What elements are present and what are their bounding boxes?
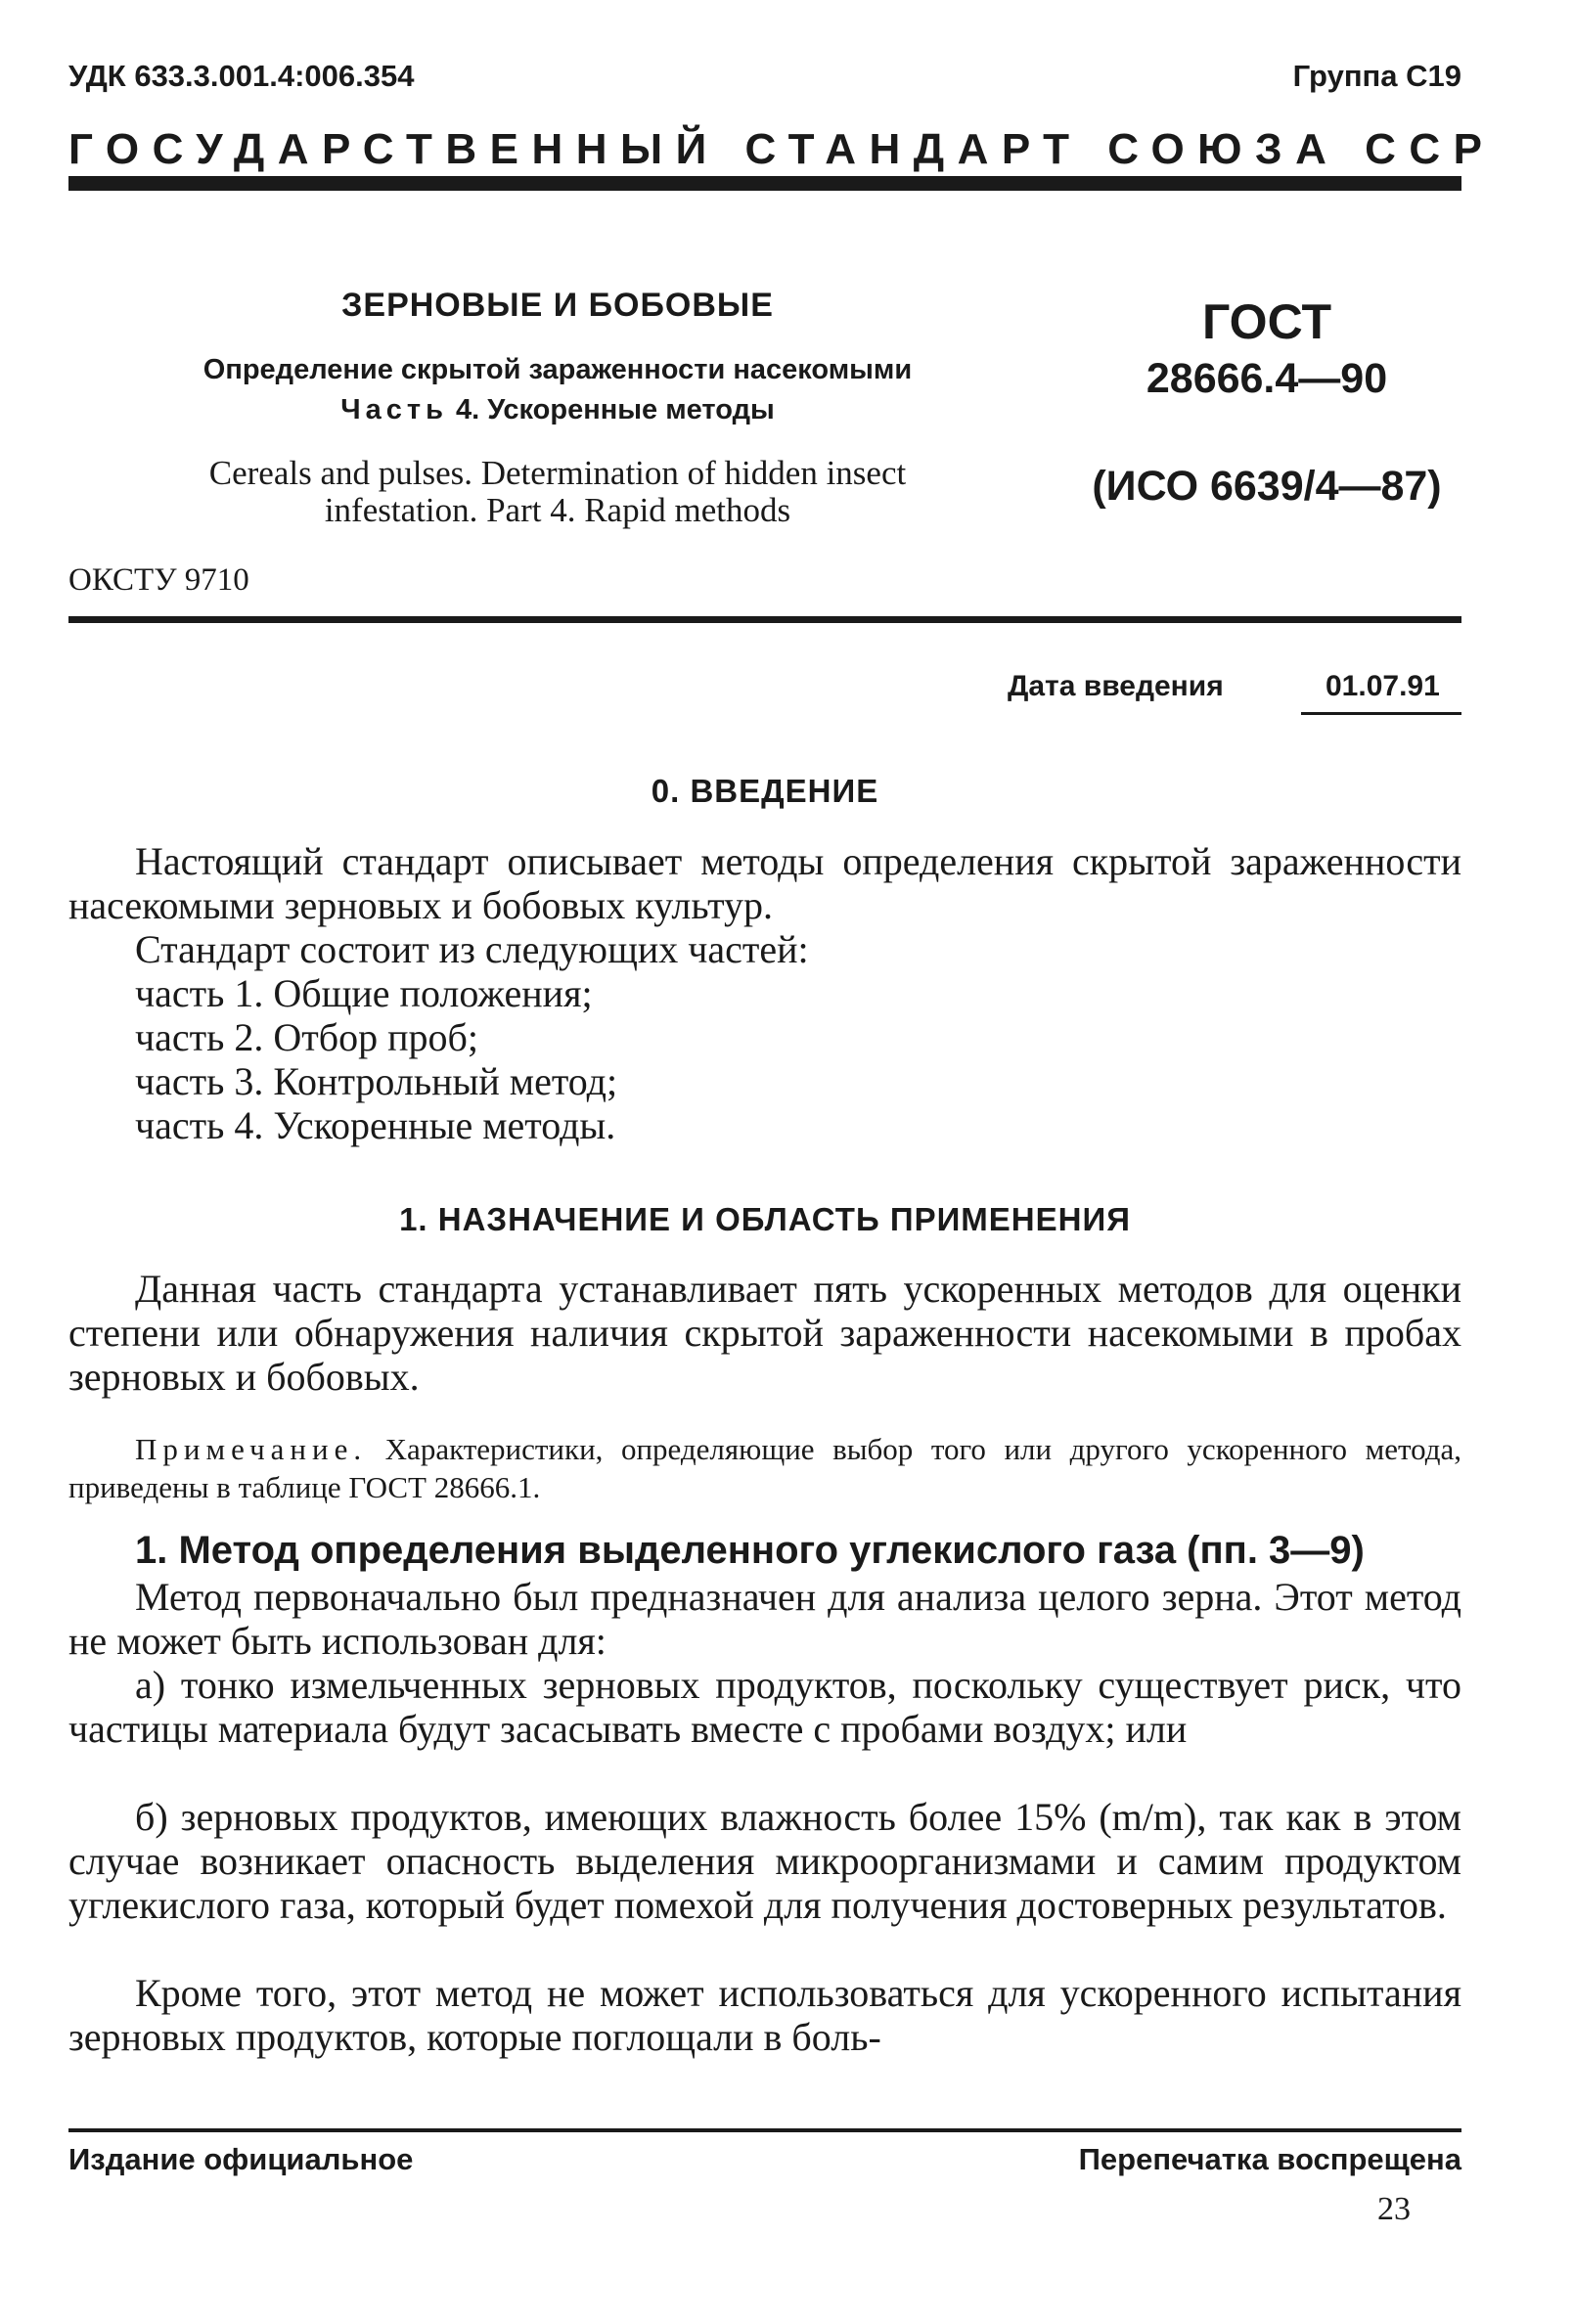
oksty-code: ОКСТУ 9710 bbox=[68, 562, 249, 598]
intro-parts-intro: Стандарт состоит из следующих частей: bbox=[135, 927, 809, 971]
udk-code: УДК 633.3.001.4:006.354 bbox=[68, 59, 415, 93]
edition-label: Издание официальное bbox=[68, 2142, 414, 2176]
header-divider bbox=[68, 176, 1461, 191]
english-title-line-2: infestation. Part 4. Rapid methods bbox=[324, 491, 791, 529]
english-title-line-1: Cereals and pulses. Determination of hidden insect bbox=[208, 454, 907, 492]
subtitle-line: Определение скрытой зараженности насекомыми bbox=[202, 354, 913, 385]
method-1-paragraph-2: Кроме того, этот метод не может использоваться для ускоренного испытания зерновых продуктов, которые поглощали в боль- bbox=[68, 1971, 1461, 2059]
gost-number: 28666.4—90 bbox=[1146, 355, 1388, 402]
note bbox=[68, 1430, 1461, 1506]
intro-paragraph: Настоящий стандарт описывает методы определения скрытой зараженности насекомыми зерновых и бобовых культур. bbox=[68, 839, 1461, 927]
method-1-item-a: а) тонко измельченных зерновых продуктов, поскольку существует риск, что частицы материала будут засасывать вместе с пробами воздух; или bbox=[68, 1663, 1461, 1751]
footer-divider bbox=[68, 2128, 1461, 2132]
method-1-item-b: б) зерновых продуктов, имеющих влажность более 15% (m/m), так как в этом случае возникает опасность выделения микроорганизмами и самим продуктом углекислого газа, который будет помехой для получения достоверных результатов. bbox=[68, 1795, 1461, 1927]
note-text: Характеристики, определяющие выбор того или другого ускоренного метода, приведены в таблице ГОСТ 28666.1. bbox=[68, 1432, 1461, 1504]
method-1-paragraph: Метод первоначально был предназначен для анализа целого зерна. Этот метод не может быть использован для: bbox=[68, 1575, 1461, 1663]
date-underline bbox=[1301, 712, 1461, 715]
subtitle-part-line bbox=[68, 390, 1047, 430]
intro-heading: 0. ВВЕДЕНИЕ bbox=[651, 773, 879, 809]
group-code: Группа С19 bbox=[1292, 59, 1461, 93]
part-rest: 4. Ускоренные методы bbox=[455, 394, 775, 425]
date-value: 01.07.91 bbox=[1326, 670, 1440, 702]
reprint-notice: Перепечатка воспрещена bbox=[1078, 2142, 1461, 2176]
parts-list-item: часть 4. Ускоренные методы. bbox=[135, 1103, 616, 1147]
gov-standard-title: ГОСУДАРСТВЕННЫЙ СТАНДАРТ СОЮЗА ССР bbox=[68, 125, 1496, 173]
method-1-heading: 1. Метод определения выделенного углекислого газа (пп. 3—9) bbox=[135, 1529, 1365, 1572]
date-label: Дата введения bbox=[1008, 670, 1224, 702]
title-divider bbox=[68, 616, 1461, 623]
gost-label: ГОСТ bbox=[1202, 294, 1331, 349]
page-number: 23 bbox=[1377, 2191, 1411, 2227]
part-word: Часть bbox=[340, 394, 448, 425]
standard-title: ЗЕРНОВЫЕ И БОБОВЫЕ bbox=[341, 287, 774, 324]
english-title bbox=[68, 455, 1047, 529]
note-label: Примечание. bbox=[135, 1432, 368, 1466]
purpose-paragraph: Данная часть стандарта устанавливает пять ускоренных методов для оценки степени или обнаружения наличия скрытой зараженности насекомыми в пробах зерновых и бобовых. bbox=[68, 1267, 1461, 1399]
parts-list-item: часть 3. Контрольный метод; bbox=[135, 1059, 618, 1103]
iso-number: (ИСО 6639/4—87) bbox=[1092, 463, 1442, 510]
parts-list-item: часть 1. Общие положения; bbox=[135, 971, 593, 1015]
purpose-heading: 1. НАЗНАЧЕНИЕ И ОБЛАСТЬ ПРИМЕНЕНИЯ bbox=[399, 1201, 1131, 1237]
parts-list-item: часть 2. Отбор проб; bbox=[135, 1015, 478, 1059]
standard-subtitle bbox=[68, 350, 1047, 430]
